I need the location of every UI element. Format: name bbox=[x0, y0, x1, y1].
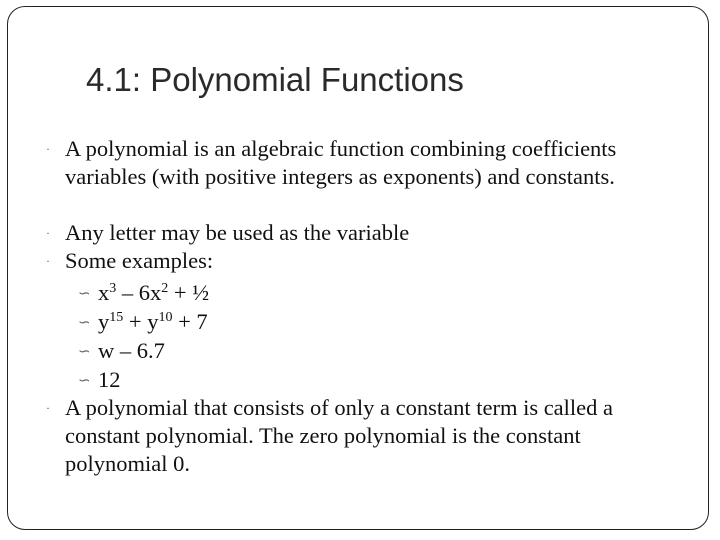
example-term: y bbox=[98, 309, 110, 334]
sub-bullet-icon: ∽ bbox=[78, 284, 91, 302]
bullet-item bbox=[46, 247, 685, 275]
example-item bbox=[78, 308, 208, 336]
example-term: + y bbox=[123, 309, 159, 334]
bullet-dot-icon: · bbox=[46, 401, 50, 415]
bullet-dot-icon: · bbox=[46, 226, 50, 240]
example-term: 12 bbox=[98, 367, 121, 392]
sub-bullet-icon: ∽ bbox=[78, 342, 91, 360]
bullet-text: A polynomial that consists of only a constant term is called a constant polynomial. The zero polynomial is the constant polynomial 0. bbox=[65, 395, 614, 476]
example-term: x bbox=[98, 280, 110, 305]
bullet-dot-icon: · bbox=[46, 142, 50, 156]
sub-bullet-icon: ∽ bbox=[78, 371, 91, 389]
example-term: + 7 bbox=[172, 309, 208, 334]
exponent: 2 bbox=[161, 281, 169, 296]
example-item bbox=[78, 337, 165, 365]
bullet-dot-icon: · bbox=[46, 254, 50, 268]
example-item bbox=[78, 279, 210, 307]
bullet-item bbox=[46, 394, 685, 478]
example-term: + ½ bbox=[168, 280, 210, 305]
exponent: 10 bbox=[158, 310, 173, 325]
bullet-text: Any letter may be used as the variable bbox=[65, 220, 410, 245]
sub-bullet-icon: ∽ bbox=[78, 313, 91, 331]
example-term: – 6x bbox=[116, 280, 162, 305]
bullet-text: Some examples: bbox=[65, 248, 214, 273]
exponent: 3 bbox=[109, 281, 117, 296]
example-term: w – 6.7 bbox=[98, 338, 165, 363]
bullet-item bbox=[46, 135, 685, 191]
bullet-text: A polynomial is an algebraic function combining coefficients variables (with positive integers as exponents) and constants. bbox=[65, 136, 617, 189]
example-item bbox=[78, 366, 121, 394]
exponent: 15 bbox=[109, 310, 124, 325]
slide-title: 4.1: Polynomial Functions bbox=[86, 61, 464, 98]
bullet-item bbox=[46, 219, 685, 247]
